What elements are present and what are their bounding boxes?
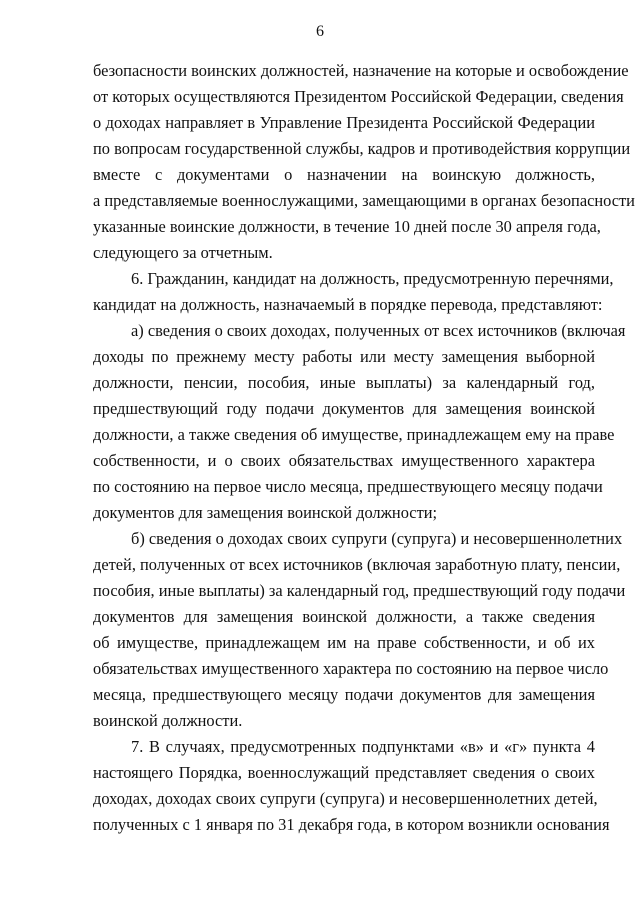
text-line: документов для замещения воинской должности; xyxy=(93,503,438,522)
text-line: собственности, и о своих обязательствах имущественного характера xyxy=(93,451,595,470)
text-line: по вопросам государственной службы, кадров и противодействия коррупции xyxy=(93,139,631,158)
text-line: а представляемые военнослужащими, замещающими в органах безопасности xyxy=(93,191,635,210)
text-line: указанные воинские должности, в течение 10 дней после 30 апреля года, xyxy=(93,217,601,236)
document-body xyxy=(93,58,635,838)
text-line: должности, а также сведения об имуществе, принадлежащем ему на праве xyxy=(93,425,615,444)
text-line: предшествующий году подачи документов для замещения воинской xyxy=(93,399,595,418)
text-line: пособия, иные выплаты) за календарный год, предшествующий году подачи xyxy=(93,581,626,600)
text-line: месяца, предшествующего месяцу подачи документов для замещения xyxy=(93,685,595,704)
text-line: должности, пенсии, пособия, иные выплаты) за календарный год, xyxy=(93,373,595,392)
text-line: б) сведения о доходах своих супруги (супруга) и несовершеннолетних xyxy=(131,529,623,548)
text-line: доходах, доходах своих супруги (супруга) и несовершеннолетних детей, xyxy=(93,789,598,808)
page-number: 6 xyxy=(316,23,324,40)
text-line: об имуществе, принадлежащем им на праве собственности, и об их xyxy=(93,633,595,652)
text-line: от которых осуществляются Президентом Российской Федерации, сведения xyxy=(93,87,624,106)
text-line: о доходах направляет в Управление Президента Российской Федерации xyxy=(93,113,595,132)
text-line: 6. Гражданин, кандидат на должность, предусмотренную перечнями, xyxy=(131,269,614,288)
text-line: доходы по прежнему месту работы или месту замещения выборной xyxy=(93,347,595,366)
text-line: документов для замещения воинской должности, а также сведения xyxy=(93,607,595,626)
text-line: вместе с документами о назначении на воинскую должность, xyxy=(93,165,595,184)
text-line: воинской должности. xyxy=(93,711,243,730)
text-line: настоящего Порядка, военнослужащий представляет сведения о своих xyxy=(93,763,595,782)
text-line: детей, полученных от всех источников (включая заработную плату, пенсии, xyxy=(93,555,621,574)
text-line: по состоянию на первое число месяца, предшествующего месяцу подачи xyxy=(93,477,603,496)
text-line: кандидат на должность, назначаемый в порядке перевода, представляют: xyxy=(93,295,603,314)
text-line: следующего за отчетным. xyxy=(93,243,273,262)
text-line: полученных с 1 января по 31 декабря года, в котором возникли основания xyxy=(93,815,610,834)
text-line: а) сведения о своих доходах, полученных от всех источников (включая xyxy=(131,321,626,340)
text-line: безопасности воинских должностей, назначение на которые и освобождение xyxy=(93,61,629,80)
text-line: 7. В случаях, предусмотренных подпунктами «в» и «г» пункта 4 xyxy=(131,737,595,756)
text-line: обязательствах имущественного характера по состоянию на первое число xyxy=(93,659,609,678)
